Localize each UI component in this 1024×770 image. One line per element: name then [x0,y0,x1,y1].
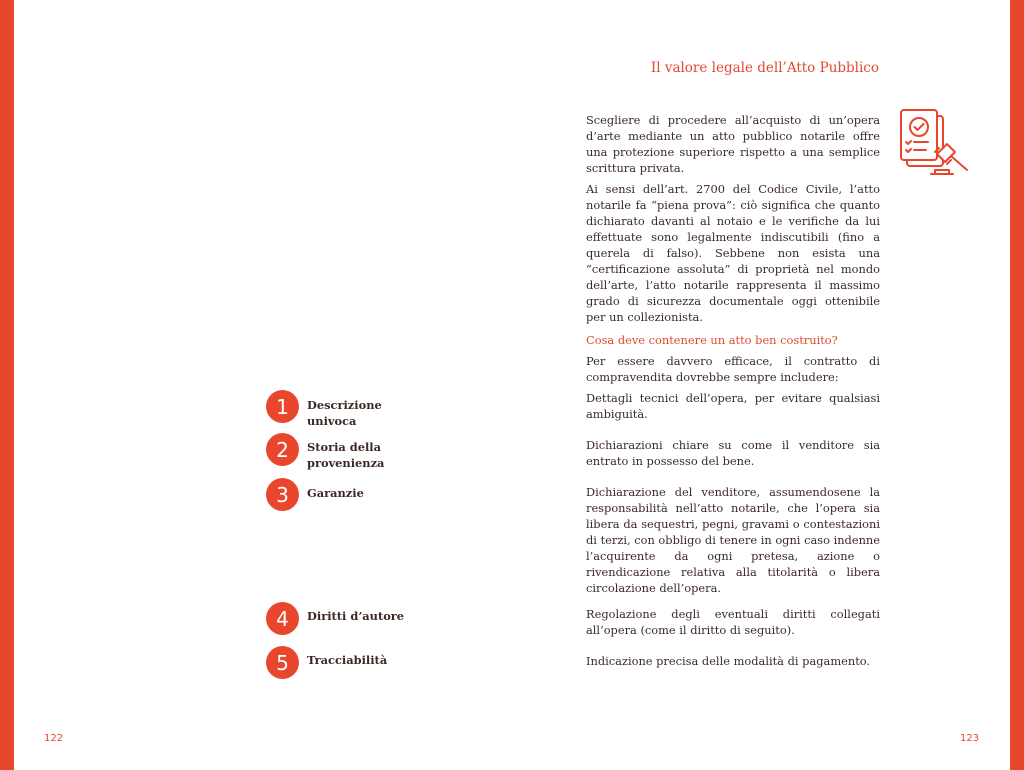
item-label: Storia della provenienza [307,440,385,470]
number-badge: 1 [266,390,299,423]
item-description: Indicazione precisa delle modalità di pagamento. [586,654,871,668]
list-item-5 [266,646,417,679]
notarial-document-gavel-icon [897,108,973,184]
number-badge: 2 [266,433,299,466]
item-description: Dichiarazione del venditore, assumendosene la responsabilità nell’atto notarile, che l’opera sia libera da sequestri, pegni, gravami o contestazioni di terzi, con obbligo di tenere in ogni caso indenne l’acquirente da ogni pretesa, azione o rivendicazione relativa alla titolarità o libera circolazione dell’opera. [586,485,880,595]
number-badge: 4 [266,602,299,635]
list-item-4 [266,602,417,635]
list-item-2 [266,433,417,471]
page-title: Il valore legale dell’Atto Pubblico [650,60,879,76]
item-description: Regolazione degli eventuali diritti collegati all’opera (come il diritto di seguito). [586,607,880,637]
item-label: Tracciabilità [307,653,388,667]
item-label: Diritti d’autore [307,609,405,623]
item-description: Dichiarazioni chiare su come il venditore sia entrato in possesso del bene. [586,438,880,468]
intro-paragraph-2: Ai sensi dell’art. 2700 del Codice Civile, l’atto notarile fa “piena prova”: ciò significa che quanto dichiarato davanti al notaio e le verifiche da lui effettuate sono legalmente indiscutibili (fino a querela di falso). Sebbene non esista una “certificazione assoluta” di proprietà nel mondo dell’arte, l’atto notarile rappresenta il massimo grado di sicurezza documentale oggi ottenibile per un collezionista. [586,182,880,324]
page-number-right: 123 [960,733,980,744]
item-description: Dettagli tecnici dell’opera, per evitare qualsiasi ambiguità. [586,391,880,421]
intro-text [586,112,880,325]
section-subheading: Cosa deve contenere un atto ben costruito? [586,333,838,347]
page-number-left: 122 [44,733,64,744]
number-badge: 3 [266,478,299,511]
list-item-3 [266,478,417,511]
item-label: Garanzie [307,486,364,500]
number-badge: 5 [266,646,299,679]
list-item-1 [266,390,417,429]
lead-text: Per essere davvero efficace, il contratto di compravendita dovrebbe sempre includere: [586,354,880,384]
left-edge-band [0,0,14,770]
right-edge-band [1010,0,1024,770]
intro-paragraph-1: Scegliere di procedere all’acquisto di un’opera d’arte mediante un atto pubblico notarile offre una protezione superiore rispetto a una semplice scrittura privata. [586,113,880,175]
item-label: Descrizione univoca [307,398,382,428]
